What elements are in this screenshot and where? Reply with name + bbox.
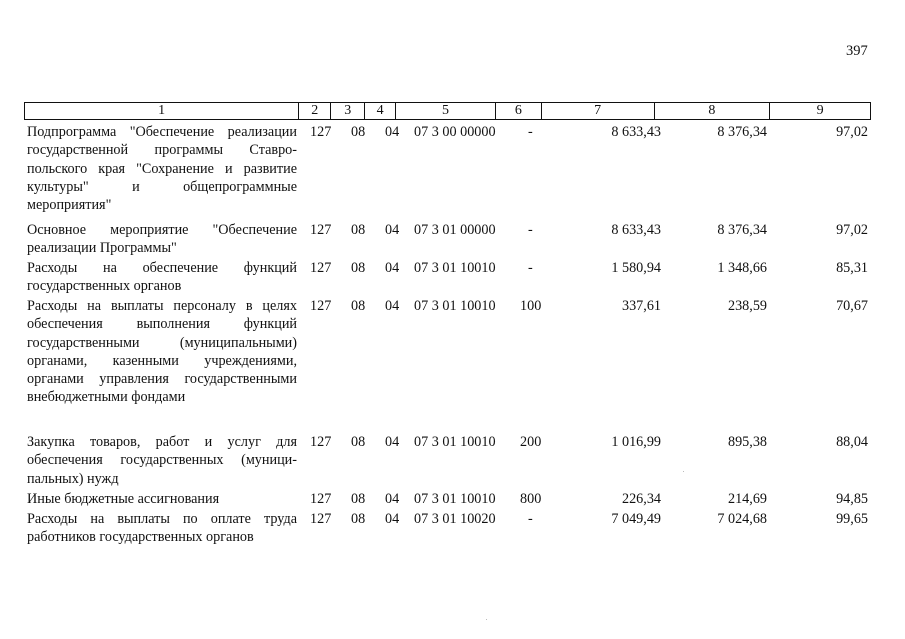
header-col-3: 3 — [331, 103, 365, 119]
row-subsection: 04 — [385, 491, 400, 507]
row-subsection: 04 — [385, 260, 400, 276]
page-number: 397 — [846, 43, 868, 59]
row-approved: 337,61 — [621, 298, 661, 314]
row-ministry-code: 127 — [310, 491, 332, 507]
row-subsection: 04 — [385, 222, 400, 238]
row-target-article: 07 3 01 10010 — [414, 298, 496, 314]
header-col-8: 8 — [655, 103, 771, 119]
row-expense-type: - — [528, 222, 533, 238]
row-section: 08 — [351, 222, 366, 238]
row-section: 08 — [351, 298, 366, 314]
row-target-article: 07 3 01 10010 — [414, 491, 496, 507]
row-executed: 8 376,34 — [717, 222, 767, 238]
row-executed: 238,59 — [727, 298, 767, 314]
header-col-7: 7 — [542, 103, 655, 119]
row-section: 08 — [351, 491, 366, 507]
row-name: Расходы на выплаты по оплате труда работников государственных органов — [27, 511, 297, 546]
row-approved: 7 049,49 — [611, 511, 661, 527]
header-col-1: 1 — [25, 103, 299, 119]
scan-speck — [486, 619, 487, 620]
header-col-4: 4 — [365, 103, 396, 119]
table-header — [24, 102, 871, 120]
row-executed: 895,38 — [727, 434, 767, 450]
row-name: Основное мероприятие "Обеспечение реализации Программы" — [27, 222, 297, 257]
row-ministry-code: 127 — [310, 434, 332, 450]
row-name: Расходы на выплаты персоналу в целях обеспечения выполнения функций государственными (муниципальными) органами, казенными учреждениями, органами управления государственными внебюджетными фондами — [27, 298, 297, 406]
row-subsection: 04 — [385, 434, 400, 450]
row-executed: 214,69 — [727, 491, 767, 507]
row-expense-type: - — [528, 511, 533, 527]
row-ministry-code: 127 — [310, 124, 332, 140]
row-subsection: 04 — [385, 511, 400, 527]
row-target-article: 07 3 01 10020 — [414, 511, 496, 527]
row-expense-type: - — [528, 124, 533, 140]
row-percent: 97,02 — [836, 124, 868, 140]
row-executed: 1 348,66 — [717, 260, 767, 276]
row-approved: 1 580,94 — [611, 260, 661, 276]
row-target-article: 07 3 01 10010 — [414, 434, 496, 450]
row-percent: 88,04 — [836, 434, 868, 450]
row-percent: 85,31 — [836, 260, 868, 276]
row-target-article: 07 3 01 10010 — [414, 260, 496, 276]
row-section: 08 — [351, 434, 366, 450]
row-subsection: 04 — [385, 124, 400, 140]
header-col-6: 6 — [496, 103, 542, 119]
row-name: Подпрограмма "Обеспечение реализации государственной программы Ставро-польского края "Сохранение и развитие культуры" и общепрограммные мероприятия" — [27, 124, 297, 214]
row-name: Иные бюджетные ассигнования — [27, 491, 220, 507]
row-ministry-code: 127 — [310, 298, 332, 314]
row-section: 08 — [351, 260, 366, 276]
row-section: 08 — [351, 124, 366, 140]
row-target-article: 07 3 00 00000 — [414, 124, 496, 140]
row-percent: 99,65 — [836, 511, 868, 527]
row-expense-type: 800 — [520, 491, 542, 507]
row-ministry-code: 127 — [310, 511, 332, 527]
row-expense-type: - — [528, 260, 533, 276]
row-percent: 97,02 — [836, 222, 868, 238]
row-approved: 1 016,99 — [611, 434, 661, 450]
header-col-9: 9 — [816, 103, 824, 118]
row-executed: 8 376,34 — [717, 124, 767, 140]
row-percent: 70,67 — [836, 298, 868, 314]
row-section: 08 — [351, 511, 366, 527]
row-ministry-code: 127 — [310, 222, 332, 238]
row-subsection: 04 — [385, 298, 400, 314]
row-expense-type: 100 — [520, 298, 542, 314]
row-ministry-code: 127 — [310, 260, 332, 276]
row-approved: 8 633,43 — [611, 222, 661, 238]
row-target-article: 07 3 01 00000 — [414, 222, 496, 238]
row-name: Расходы на обеспечение функций государственных органов — [27, 260, 297, 295]
row-percent: 94,85 — [836, 491, 868, 507]
header-col-5: 5 — [396, 103, 496, 119]
header-col-2: 2 — [299, 103, 331, 119]
scan-speck — [683, 471, 684, 472]
row-executed: 7 024,68 — [717, 511, 767, 527]
row-approved: 226,34 — [621, 491, 661, 507]
row-name: Закупка товаров, работ и услуг для обеспечения государственных (муници-пальных) нужд — [27, 434, 297, 487]
row-approved: 8 633,43 — [611, 124, 661, 140]
row-expense-type: 200 — [520, 434, 542, 450]
